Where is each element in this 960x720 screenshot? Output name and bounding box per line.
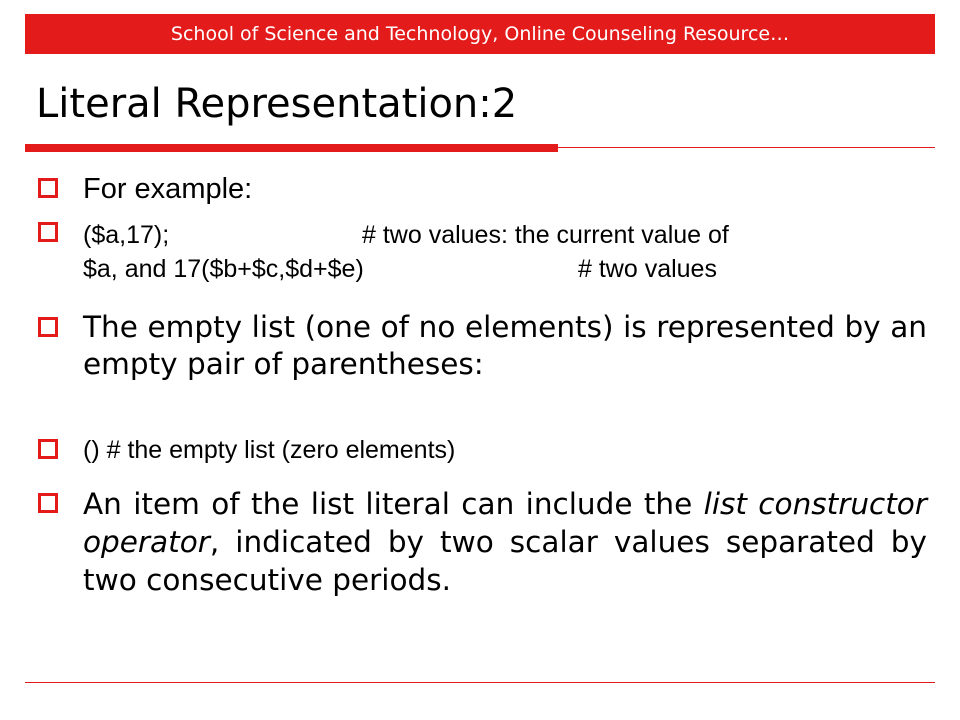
bullet-text-part: An item of the list literal can include the: [83, 487, 704, 521]
code-line-1: [83, 218, 927, 252]
hollow-square-bullet-icon: [38, 317, 58, 337]
footer-divider: [25, 682, 935, 683]
hollow-square-bullet-icon: [38, 439, 58, 459]
bullet-item: [38, 218, 927, 286]
bullet-code-text: [83, 218, 927, 286]
title-underline-thin: [558, 147, 935, 148]
slide-title: Literal Representation:2: [36, 81, 518, 127]
hollow-square-bullet-icon: [38, 222, 58, 242]
code-comment: # two values: the current value of: [362, 221, 729, 249]
code-comment: # two values: [578, 255, 717, 283]
header-bar: [25, 14, 935, 54]
italic-term: list constructor operator: [83, 487, 927, 559]
bullet-text-part: , indicated by two scalar values separated by two consecutive periods.: [83, 525, 927, 597]
bullet-text: For example:: [83, 173, 253, 205]
title-underline-thick: [25, 144, 558, 152]
hollow-square-bullet-icon: [38, 178, 58, 198]
code-line-2: [83, 252, 927, 286]
bullet-item: [38, 485, 927, 599]
bullet-item: [38, 172, 927, 206]
bullet-text: [83, 485, 927, 599]
bullet-item: [38, 433, 927, 467]
hollow-square-bullet-icon: [38, 493, 58, 513]
bullet-text: () # the empty list (zero elements): [83, 436, 456, 464]
code-snippet: $a, and 17($b+$c,$d+$e): [83, 255, 364, 283]
code-snippet: ($a,17);: [83, 221, 170, 249]
bullet-text: The empty list (one of no elements) is represented by an empty pair of parentheses:: [83, 310, 927, 381]
header-text: School of Science and Technology, Online Counseling Resource…: [170, 23, 790, 45]
bullet-item: [38, 309, 927, 383]
